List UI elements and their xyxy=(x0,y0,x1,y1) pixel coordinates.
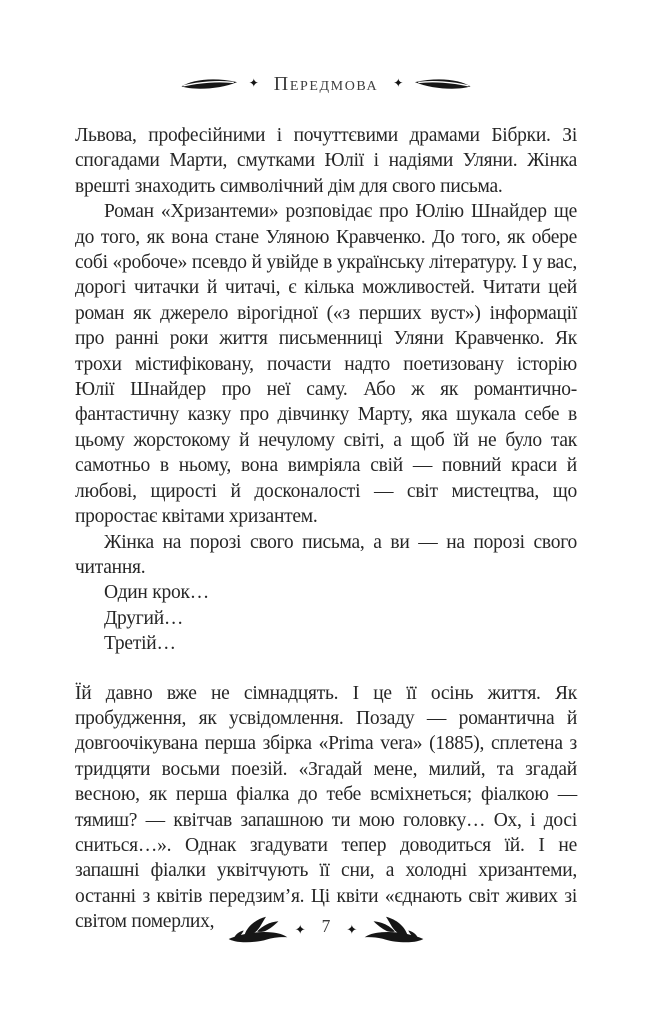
chapter-title: Передмова xyxy=(273,73,379,95)
page-header xyxy=(0,74,652,94)
page-body xyxy=(75,123,577,935)
leaf-flourish-icon xyxy=(414,77,471,91)
paragraph: Львова, професійними і почуттєвими драмами Бібрки. Зі спогадами Марти, смутками Юлії і надіями Уляни. Жінка врешті знаходить символічний дім для свого письма. xyxy=(75,125,577,197)
page-number: 7 xyxy=(321,916,331,937)
paragraph: Третій… xyxy=(104,633,176,655)
paragraph: Другий… xyxy=(104,607,184,629)
branch-flourish-icon xyxy=(226,915,290,947)
paragraph: Жінка на порозі свого письма, а ви — на порозі свого читання. xyxy=(75,531,577,578)
diamond-star-icon: ✦ xyxy=(294,921,306,937)
paragraph: Один крок… xyxy=(104,582,209,604)
page-footer xyxy=(0,915,652,947)
branch-flourish-icon xyxy=(362,915,426,947)
paragraph: Роман «Хризантеми» розповідає про Юлію Шнайдер ще до того, як вона стане Уляною Кравченко. До того, як обере собі «робоче» псевдо й увійде в українську літературу. І у вас, дорогі читачки й читачі, є кілька можливостей. Читати цей роман як джерело вірогідної («з перших вуст») інформації про ранні роки життя письменниці Уляни Кравченко. Як трохи містифіковану, почасти надто поетизовану історію Юлії Шнайдер про неї саму. Або ж як романтично-фантастичну казку про дівчинку Марту, яка шукала себе в цьому жорстокому й нечулому світі, а щоб їй не було так самотньо в ньому, вона вимріяла свій — повний краси й любові, щирості й досконалості — світ мистецтва, що проростає квітами хризантем. xyxy=(75,201,577,528)
diamond-star-icon: ✦ xyxy=(248,76,259,90)
diamond-star-icon: ✦ xyxy=(346,921,358,937)
diamond-star-icon: ✦ xyxy=(393,76,404,90)
leaf-flourish-icon xyxy=(181,77,238,91)
paragraph: Їй давно вже не сімнадцять. І це її осінь життя. Як пробудження, як усвідомлення. Позаду — романтична й довгоочікувана перша збірка «Prima vera» (1885), сплетена з тридцяти восьми поезій. «Згадай мене, милий, та згадай весною, як перша фіалка до тебе всміхнеться; фіалкою — тямиш? — квітчав запашною ти мою головку… Ох, і досі сниться…». Однак згадувати тепер доводиться їй. І не запашні фіалки уквітчують її сни, а холодні хризантеми, останні з квітів передзим’я. Ці квіти «єднають світ живих зі світом померлих, xyxy=(75,682,577,933)
